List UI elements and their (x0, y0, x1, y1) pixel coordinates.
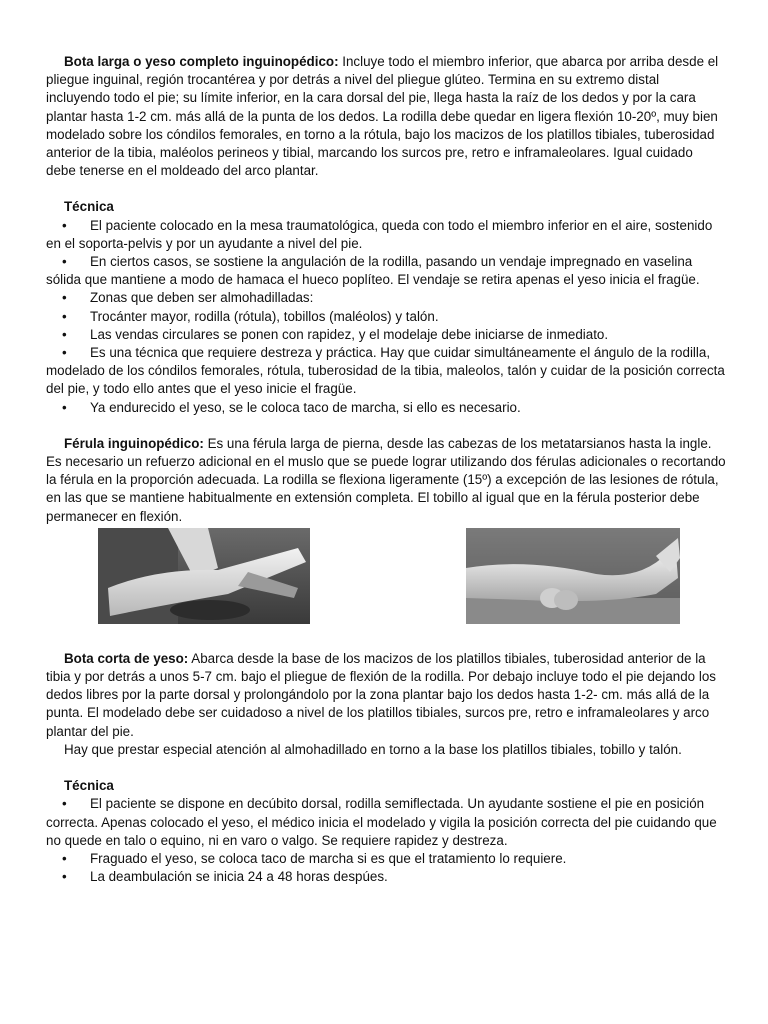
section-body: Incluye todo el miembro inferior, que abarca por arriba desde el pliegue inguinal, región trocantérea y por detrás a nivel del pliegue glúteo. Termina en su extremo distal incluyendo todo el pie; su límite inferior, en la cara dorsal del pie, llega hasta la raíz de los dedos y por la cara plantar hasta 1-2 cm. más allá de la punta de los dedos. La rodilla debe quedar en ligera flexión 10-20º, muy bien modelado sobre los cóndilos femorales, en torno a la rótula, bajo los macizos de los platillos tibiales, tuberosidad anterior de la tibia, maléolos perineos y tibial, marcando los surcos pre, retro e inframaleolares. Igual cuidado debe tenerse en el moldeado del arco plantar. (46, 54, 719, 179)
bullet-icon: • (62, 345, 67, 361)
section-note: Hay que prestar especial atención al almohadillado en torno a la base los platillos tibiales, tobillo y talón. (64, 741, 682, 757)
section-bota-corta (46, 650, 726, 741)
bullet-icon: • (62, 869, 67, 885)
list-item: • Es una técnica que requiere destreza y práctica. Hay que cuidar simultáneamente el ángulo de la rodilla, modelado de los cóndilos femorales, rótula, tuberosidad de la tibia, maleolos, talón y cuidar de la posición correcta del pie, y todo ello antes que el yeso inicie el fragüe. (46, 345, 725, 397)
section-title: Bota larga o yeso completo inguinopédico: (64, 54, 339, 69)
section-title: Férula inguinopédico: (64, 435, 204, 451)
tecnica-heading: Técnica (64, 199, 114, 215)
bullet-icon: • (62, 850, 67, 866)
document-page (46, 53, 726, 886)
photo-leg-splint-lying (466, 528, 680, 624)
bullet-icon: • (62, 308, 67, 324)
list-item: • Fraguado el yeso, se coloca taco de marcha si es que el tratamiento lo requiere. (46, 850, 726, 868)
list-item: • Las vendas circulares se ponen con rapidez, y el modelaje debe iniciarse de inmediato. (46, 326, 726, 344)
section-body: Es una férula larga de pierna, desde las cabezas de los metatarsianos hasta la ingle. Es necesario un refuerzo adicional en el muslo que se puede lograr utilizando dos férulas adicionales o recortando la férula en la proporción adecuada. La rodilla se flexiona ligeramente (15º) a excepción de las lesiones de rótula, en las que se mantiene habitualmente en extensión completa. El tobillo al igual que en la férula posterior debe permanecer en flexión. (46, 435, 726, 524)
list-item: • El paciente colocado en la mesa traumatológica, queda con todo el miembro inferior en el aire, sostenido en el soporta-pelvis y por un ayudante a nivel del pie. (46, 217, 713, 251)
photo-leg-cast-held (98, 528, 310, 624)
list-item: • Zonas que deben ser almohadilladas: (46, 289, 726, 307)
photo-row (46, 528, 726, 636)
bullet-icon: • (62, 290, 67, 306)
list-item: • El paciente se dispone en decúbito dorsal, rodilla semiflectada. Un ayudante sostiene el pie en posición correcta. Apenas colocado el yeso, el médico inicia el modelado y vigila la posición correcta del pie cuidando que no quede en talo o equino, ni en varo o valgo. Se requiere rapidez y destreza. (46, 796, 717, 848)
tecnica-list-2 (46, 795, 726, 886)
section-title: Bota corta de yeso: (64, 650, 189, 666)
bullet-icon: • (62, 796, 67, 812)
tecnica-list (46, 217, 726, 417)
bullet-icon: • (62, 217, 67, 233)
list-item: • Trocánter mayor, rodilla (rótula), tobillos (maléolos) y talón. (46, 308, 726, 326)
section-body: Abarca desde la base de los macizos de los platillos tibiales, tuberosidad anterior de la tibia y por detrás a unos 5-7 cm. bajo el pliegue de flexión de la rodilla. Por debajo incluye todo el pie dejando los dedos libres por la parte dorsal y prolongándolo por la zona plantar bajo los dedos hasta 1-2- cm. más allá de la punta. El modelado debe ser cuidadoso a nivel de los platillos tibiales, surcos pre, retro e inframaleolares y arco plantar del pie. (46, 650, 716, 739)
list-item: • Ya endurecido el yeso, se le coloca taco de marcha, si ello es necesario. (46, 399, 726, 417)
section-bota-larga (46, 53, 726, 180)
section-ferula (46, 435, 726, 526)
bullet-icon: • (62, 399, 67, 415)
list-item: • En ciertos casos, se sostiene la angulación de la rodilla, pasando un vendaje impregnado en vaselina sólida que mantiene a modo de hamaca el hueco poplíteo. El vendaje se retira apenas el yeso inicia el fragüe. (46, 254, 700, 288)
bullet-icon: • (62, 254, 67, 270)
tecnica-heading-2: Técnica (64, 778, 114, 794)
list-item: • La deambulación se inicia 24 a 48 horas despúes. (46, 868, 726, 886)
bullet-icon: • (62, 326, 67, 342)
